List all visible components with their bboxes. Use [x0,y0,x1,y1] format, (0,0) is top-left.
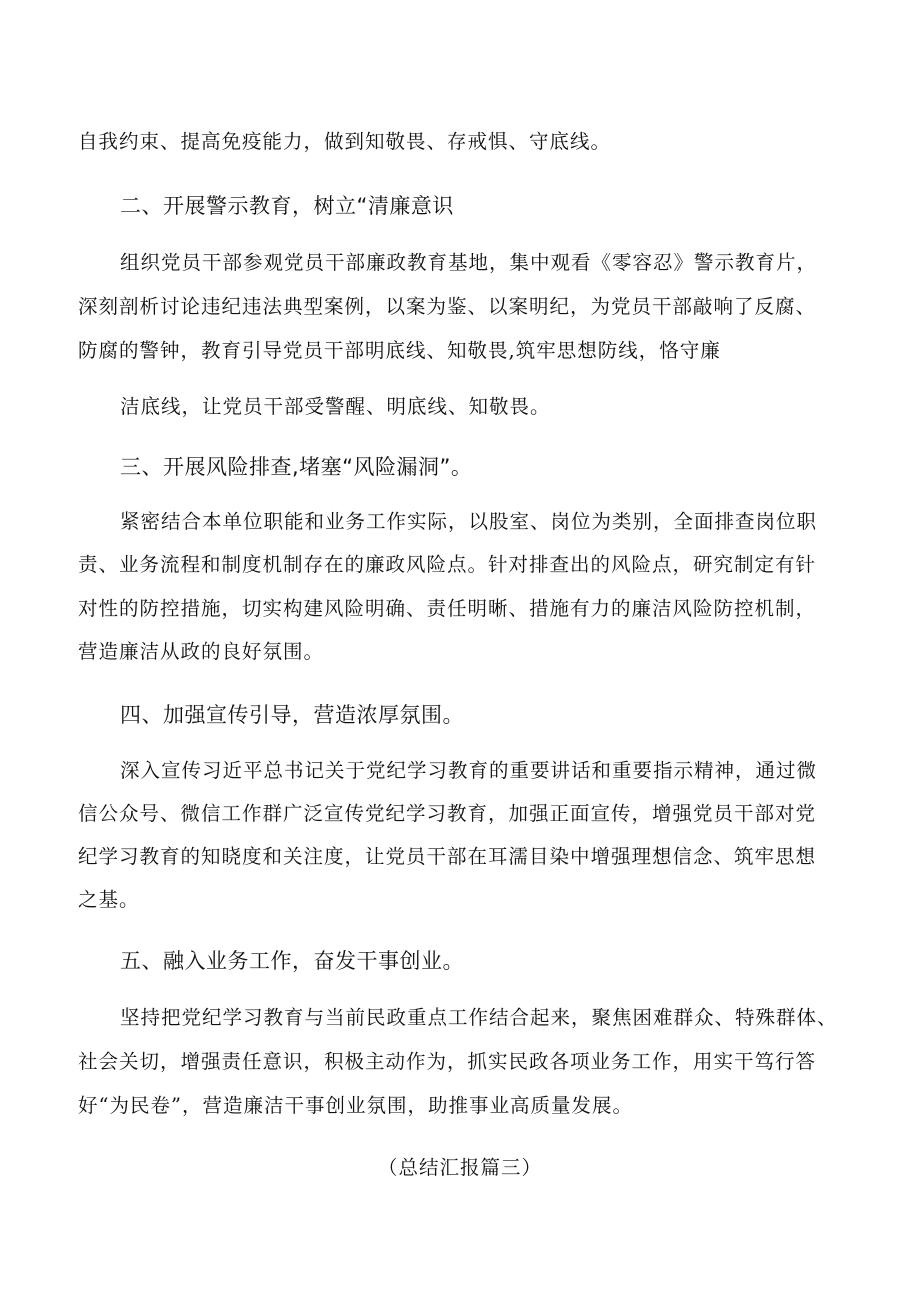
section-5-line-2: 社会关切，增强责任意识，积极主动作为，抓实民政各项业务工作，用实干笃行答 [78,1050,817,1073]
section-5-heading: 五、融入业务工作，奋发干事创业。 [120,949,464,973]
section-2-line-4: 洁底线，让党员干部受警醒、明底线、知敬畏。 [120,395,551,418]
section-4-heading: 四、加强宣传引导，营造浓厚氛围。 [120,703,464,727]
intro-tail-line: 自我约束、提高免疫能力，做到知敬畏、存戒惧、守底线。 [78,130,612,153]
section-3-line-2: 责、业务流程和制度机制存在的廉政风险点。针对排查出的风险点，研究制定有针 [78,553,817,576]
section-3-heading: 三、开展风险排查,堵塞“风险漏洞”。 [120,455,473,479]
section-3-line-3: 对性的防控措施，切实构建风险明确、责任明晰、措施有力的廉洁风险防控机制， [78,597,817,620]
section-4-line-1: 深入宣传习近平总书记关于党纪学习教育的重要讲话和重要指示精神，通过微 [120,759,818,782]
section-2-heading: 二、开展警示教育，树立“清廉意识 [120,194,454,218]
section-2-line-3: 防腐的警钟，教育引导党员干部明底线、知敬畏,筑牢思想防线，恪守廉 [78,339,721,362]
section-4-line-2: 信公众号、微信工作群广泛宣传党纪学习教育，加强正面宣传，增强党员干部对党 [78,802,817,825]
footer-title: （总结汇报篇三） [377,1156,542,1179]
section-4-line-3: 纪学习教育的知晓度和关注度，让党员干部在耳濡目染中增强理想信念、筑牢思想 [78,845,817,868]
section-5-line-1: 坚持把党纪学习教育与当前民政重点工作结合起来，聚焦困难群众、特殊群体、 [120,1006,838,1029]
section-5-line-3: 好“为民卷”，营造廉洁干事创业氛围，助推事业高质量发展。 [78,1094,633,1117]
section-3-line-4: 营造廉洁从政的良好氛围。 [78,640,325,663]
section-2-line-2: 深刻剖析讨论违纪违法典型案例，以案为鉴、以案明纪，为党员干部敲响了反腐、 [78,295,817,318]
section-4-line-4: 之基。 [78,888,140,911]
section-3-line-1: 紧密结合本单位职能和业务工作实际，以股室、岗位为类别，全面排查岗位职 [120,510,818,533]
section-2-line-1: 组织党员干部参观党员干部廉政教育基地，集中观看《零容忍》警示教育片， [120,251,818,274]
